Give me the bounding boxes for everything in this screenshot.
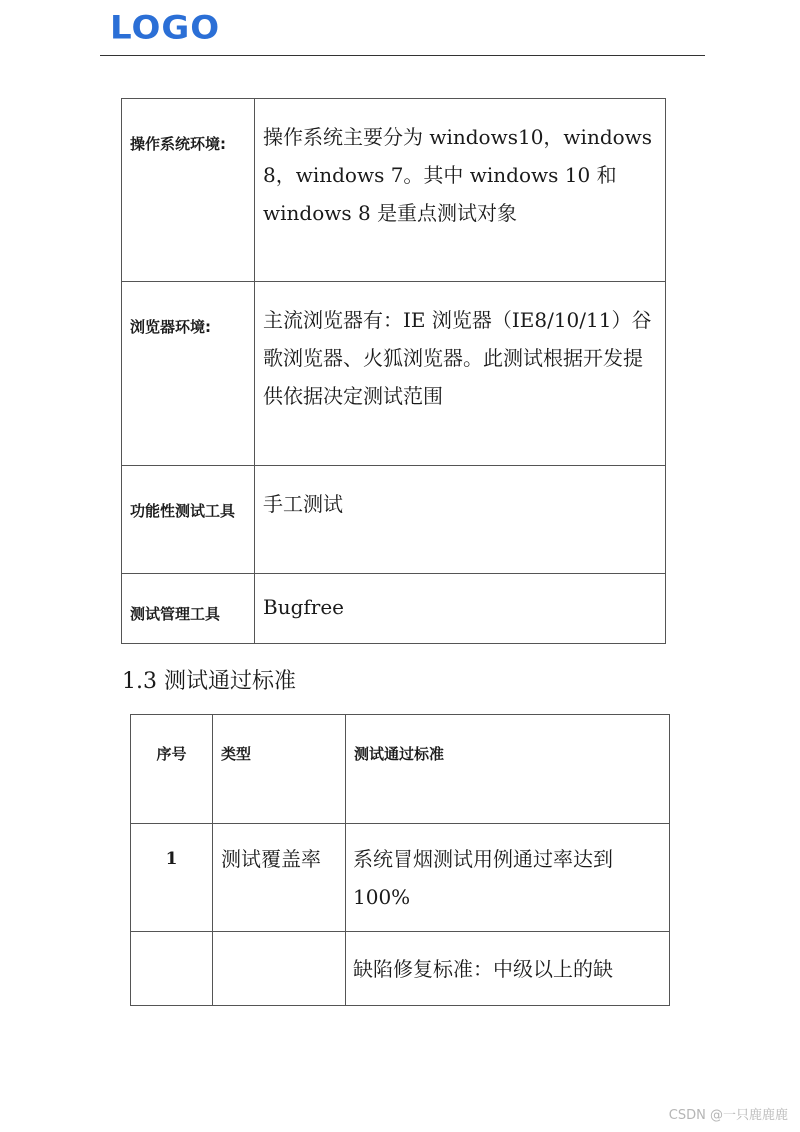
- section-heading: 1.3 测试通过标准: [122, 669, 296, 694]
- browser-env-label: 浏览器环境:: [122, 282, 255, 466]
- functional-tool-label: 功能性测试工具: [122, 466, 255, 574]
- table-row: [122, 282, 666, 466]
- row-type: [213, 932, 346, 1006]
- row-criteria: 缺陷修复标准：中级以上的缺: [346, 932, 670, 1006]
- row-no: [131, 932, 213, 1006]
- row-no: 1: [131, 824, 213, 932]
- header-type: 类型: [213, 715, 346, 824]
- table-header-row: [131, 715, 670, 824]
- pass-criteria-table: [130, 714, 670, 1006]
- management-tool-label: 测试管理工具: [122, 574, 255, 644]
- os-env-label: 操作系统环境:: [122, 99, 255, 282]
- row-type: 测试覆盖率: [213, 824, 346, 932]
- environment-table: [121, 98, 666, 644]
- table-row: [122, 574, 666, 644]
- table-row: [122, 99, 666, 282]
- management-tool-value: Bugfree: [255, 574, 666, 644]
- table-row: [122, 466, 666, 574]
- header-criteria: 测试通过标准: [346, 715, 670, 824]
- watermark: CSDN @一只鹿鹿鹿: [668, 1108, 788, 1123]
- os-env-value: 操作系统主要分为 windows10，windows 8，windows 7。其中 windows 10 和windows 8 是重点测试对象: [255, 99, 666, 282]
- row-criteria: 系统冒烟测试用例通过率达到100%: [346, 824, 670, 932]
- table-row: [131, 824, 670, 932]
- browser-env-value: 主流浏览器有：IE 浏览器（IE8/10/11）谷歌浏览器、火狐浏览器。此测试根据开发提供依据决定测试范围: [255, 282, 666, 466]
- header-no: 序号: [131, 715, 213, 824]
- header-divider: [100, 55, 705, 56]
- functional-tool-value: 手工测试: [255, 466, 666, 574]
- logo: LOGO: [110, 9, 221, 47]
- table-row: [131, 932, 670, 1006]
